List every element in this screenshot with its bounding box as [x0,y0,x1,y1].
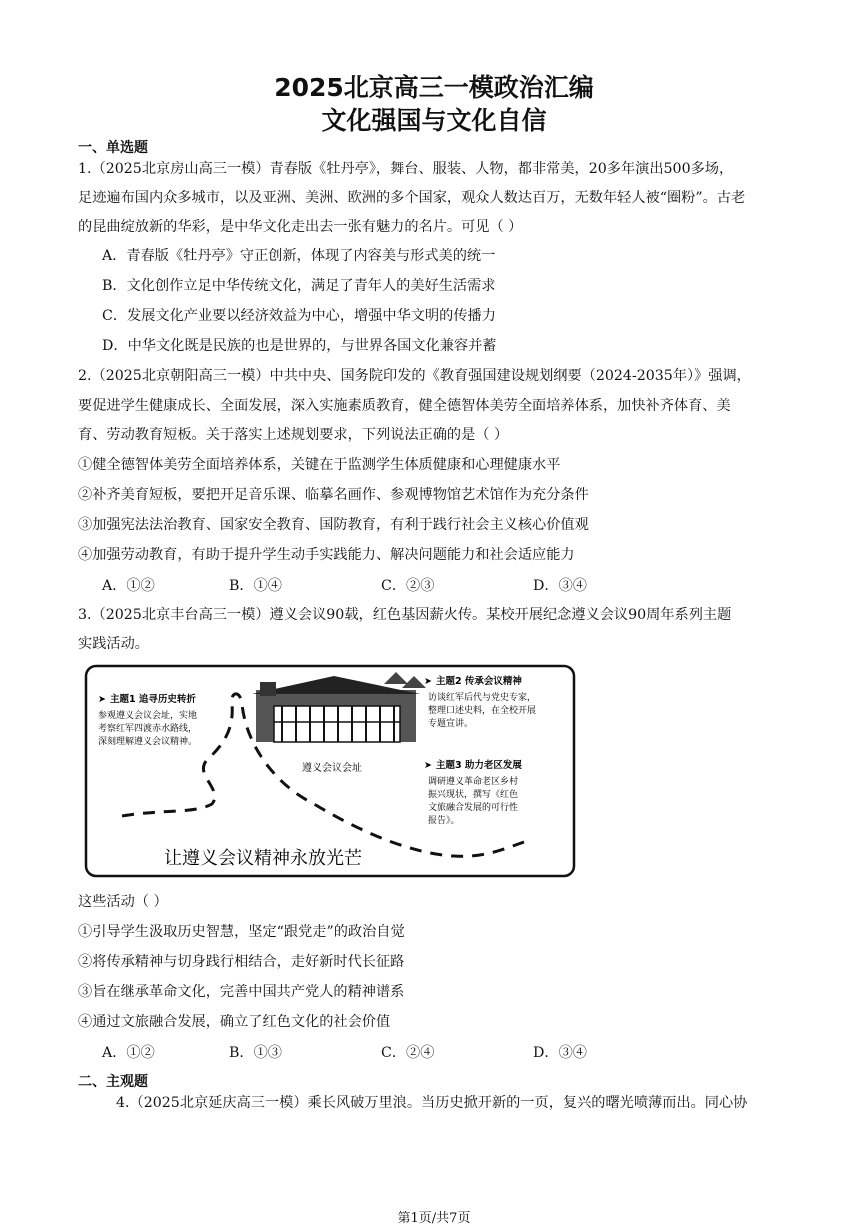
q1-stem-line: 的昆曲绽放新的华彩，是中华文化走出去一张有魅力的名片。可见（ ） [78,219,523,235]
q4-stem-line: 4.（2025北京延庆高三一模）乘长风破万里浪。当历史掀开新的一页，复兴的曙光喷薄而出。同心协 [116,1095,748,1111]
topic3-text: 文旅融合发展的可行性 [428,803,519,813]
topic2-title-marker: ➤ [424,676,432,687]
q2-statement: ②补齐美育短板，要把开足音乐课、临摹名画作、参观博物馆艺术馆作为充分条件 [78,487,589,503]
q3-option-b[interactable]: B．①③ [229,1045,282,1061]
topic2-text: 专题宣讲。 [428,719,474,729]
q2-option-c[interactable]: C．②③ [381,578,435,594]
document-title: 2025北京高三一模政治汇编 [274,73,594,102]
q1-option-d[interactable]: D．中华文化既是民族的也是世界的，与世界各国文化兼容并蓄 [102,338,497,354]
topic1-title: 主题1 追寻历史转折 [110,694,196,705]
q1-option-b[interactable]: B．文化创作立足中华传统文化，满足了青年人的美好生活需求 [102,278,496,294]
topic1-text: 考察红军四渡赤水路线， [98,724,198,734]
page-footer: 第1页/共7页 [397,1211,471,1226]
q2-statement: ①健全德智体美劳全面培养体系，关键在于监测学生体质健康和心理健康水平 [78,457,561,473]
topic1-title-marker: ➤ [98,694,106,705]
q3-option-c[interactable]: C．②④ [381,1045,435,1061]
topic3-text: 振兴现状，撰写《红色 [428,790,519,800]
q2-statement: ③加强宪法法治教育、国家安全教育、国防教育，有利于践行社会主义核心价值观 [78,517,589,533]
q3-statement: ①引导学生汲取历史智慧，坚定“跟党走”的政治自觉 [78,924,405,940]
topic1-text: 深刻理解遵义会议精神。 [98,737,198,747]
q2-option-d[interactable]: D．③④ [533,578,587,594]
q2-statement: ④加强劳动教育，有助于提升学生动手实践能力、解决问题能力和社会适应能力 [78,547,575,563]
topic3-title: 主题3 助力老区发展 [436,760,522,771]
section-heading-subjective: 二、主观题 [78,1074,148,1090]
q2-stem-line: 育、劳动教育短板。关于落实上述规划要求，下列说法正确的是（ ） [78,427,509,443]
zunyi-activity-figure [84,664,576,878]
q1-option-a[interactable]: A．青春版《牡丹亭》守正创新，体现了内容美与形式美的统一 [102,248,496,264]
topic2-title: 主题2 传承会议精神 [436,676,522,687]
figure-slogan: 让遵义会议精神永放光芒 [164,848,362,869]
q3-statement: ②将传承精神与切身践行相结合，走好新时代长征路 [78,954,405,970]
q3-question: 这些活动（ ） [78,894,168,910]
q3-stem-line: 实践活动。 [78,636,149,652]
topic1-text: 参观遵义会议会址，实地 [98,711,198,721]
q3-stem-line: 3.（2025北京丰台高三一模）遵义会议90载，红色基因薪火传。某校开展纪念遵义会议90周年系列主题 [78,607,732,623]
q2-stem-line: 要促进学生健康成长、全面发展，深入实施素质教育，健全德智体美劳全面培养体系，加快补齐体育、美 [78,398,731,414]
q3-statement: ④通过文旅融合发展，确立了红色文化的社会价值 [78,1014,391,1030]
q2-option-a[interactable]: A．①② [102,578,155,594]
section-heading-single-choice: 一、单选题 [78,140,148,156]
topic2-text: 整理口述史料，在全校开展 [428,706,537,716]
q3-option-d[interactable]: D．③④ [533,1045,587,1061]
q3-option-a[interactable]: A．①② [102,1045,155,1061]
q2-stem-line: 2.（2025北京朝阳高三一模）中共中央、国务院印发的《教育强国建设规划纲要（2024-2035年）》强调， [78,368,751,384]
q2-option-b[interactable]: B．①④ [229,578,282,594]
topic3-title-marker: ➤ [424,760,432,771]
q1-stem-line: 1.（2025北京房山高三一模）青春版《牡丹亭》，舞台、服装、人物，都非常美，20多年演出500多场， [78,161,734,177]
q1-stem-line: 足迹遍布国内众多城市，以及亚洲、美洲、欧洲的多个国家，观众人数达百万，无数年轻人被“圈粉”。古老 [78,190,746,206]
q1-option-c[interactable]: C．发展文化产业要以经济效益为中心，增强中华文明的传播力 [102,308,496,324]
q3-statement: ③旨在继承革命文化，完善中国共产党人的精神谱系 [78,984,405,1000]
topic3-text: 报告》。 [428,816,460,826]
topic2-text: 访谈红军后代与党史专家， [428,693,537,703]
building-caption: 遵义会议会址 [302,763,362,774]
document-subtitle: 文化强国与文化自信 [321,106,547,135]
topic3-text: 调研遵义革命老区乡村 [428,777,519,787]
